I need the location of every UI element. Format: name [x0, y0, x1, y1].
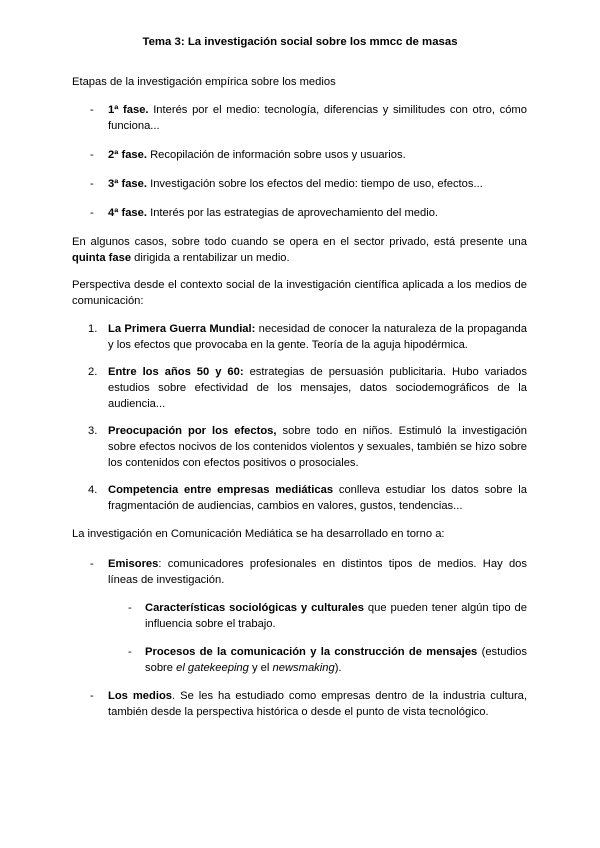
- item-heading: Características sociológicas y culturales: [145, 602, 364, 614]
- item-text: : comunicadores profesionales en distintos tipos de medios. Hay dos líneas de investigación.: [108, 558, 527, 586]
- item-heading: Preocupación por los efectos,: [108, 425, 277, 437]
- item-text: Interés por el medio: tecnología, diferencias y similitudes con otro, cómo funciona...: [108, 104, 527, 132]
- item-text: Interés por las estrategias de aprovechamiento del medio.: [146, 207, 439, 219]
- page-title: Tema 3: La investigación social sobre los mmcc de masas: [142, 36, 458, 48]
- section2-intro: Perspectiva desde el contexto social de la investigación científica aplicada a los medios de comunicación:: [72, 279, 527, 307]
- note-text-end: dirigida a rentabilizar un medio.: [131, 252, 290, 264]
- item-text: Recopilación de información sobre usos y usuarios.: [146, 149, 406, 161]
- item-text: que pueden tener algún tipo de influencia sobre el trabajo.: [145, 602, 527, 630]
- list-number: 1.: [88, 323, 98, 335]
- list-item: [72, 176, 527, 192]
- item-heading: 3ª fase.: [108, 178, 147, 190]
- list-item: [72, 205, 527, 221]
- sub-item: [128, 600, 527, 632]
- item-heading: 1ª fase.: [108, 104, 149, 116]
- list-item: [72, 482, 527, 514]
- item-text: (estudios sobre: [145, 646, 527, 674]
- bullet: -: [128, 602, 132, 614]
- item-heading: Entre los años 50 y 60:: [108, 366, 244, 378]
- list-number: 4.: [88, 484, 98, 496]
- item-text: ).: [334, 662, 342, 674]
- list-number: 2.: [88, 366, 98, 378]
- item-heading: Procesos de la comunicación y la construcción de mensajes: [145, 646, 478, 658]
- item-heading: Competencia entre empresas mediáticas: [108, 484, 334, 496]
- item-text: . Se les ha estudiado como empresas dentro de la industria cultura, también desde la perspectiva histórica o desde el punto de vista tecnológico.: [108, 690, 527, 718]
- section1-intro: Etapas de la investigación empírica sobre los medios: [72, 76, 336, 88]
- item-text: estrategias de persuasión publicitaria. Hubo variados estudios sobre efectividad de los mensajes, datos sociodemográficos de la audiencia...: [108, 366, 528, 410]
- list-item: [72, 364, 527, 412]
- bullet: -: [90, 178, 94, 190]
- item-text: y el: [248, 662, 273, 674]
- item-text: necesidad de conocer la naturaleza de la propaganda y los efectos que provocaba en la gente. Teoría de la aguja hipodérmica.: [108, 323, 527, 351]
- item-text: conlleva estudiar los datos sobre la fragmentación de audiencias, cambios en valores, gustos, tendencias...: [108, 484, 528, 512]
- item-heading: Emisores: [108, 558, 159, 570]
- item-heading: Los medios: [108, 690, 173, 702]
- list-item: [72, 321, 527, 353]
- list-number: 3.: [88, 425, 98, 437]
- sub-item: [128, 644, 527, 676]
- note-text: En algunos casos, sobre todo cuando se opera en el sector privado, está presente una: [72, 236, 527, 248]
- section3-intro: La investigación en Comunicación Mediática se ha desarrollado en torno a:: [72, 528, 445, 540]
- italic-term: newsmaking: [272, 662, 335, 674]
- item-heading: La Primera Guerra Mundial:: [108, 323, 256, 335]
- item-heading: 2ª fase.: [108, 149, 147, 161]
- list-item: [72, 102, 527, 134]
- bullet: -: [128, 646, 132, 658]
- list-item-medios: [72, 688, 527, 720]
- section1-note: [72, 234, 527, 266]
- item-text: Investigación sobre los efectos del medio: tiempo de uso, efectos...: [146, 178, 483, 190]
- list-item-emisores: [72, 556, 527, 588]
- italic-term: el gatekeeping: [176, 662, 249, 674]
- item-heading: 4ª fase.: [108, 207, 147, 219]
- bullet: -: [90, 207, 94, 219]
- bullet: -: [90, 104, 94, 116]
- note-bold: quinta fase: [72, 252, 132, 264]
- item-text: sobre todo en niños. Estimuló la investigación sobre efectos nocivos de los contenidos violentos y sexuales, también se hizo sobre los contenidos con efectos positivos o prosociales.: [108, 425, 527, 469]
- bullet: -: [90, 558, 94, 570]
- list-item: [72, 423, 527, 471]
- bullet: -: [90, 149, 94, 161]
- list-item: [72, 147, 527, 163]
- bullet: -: [90, 690, 94, 702]
